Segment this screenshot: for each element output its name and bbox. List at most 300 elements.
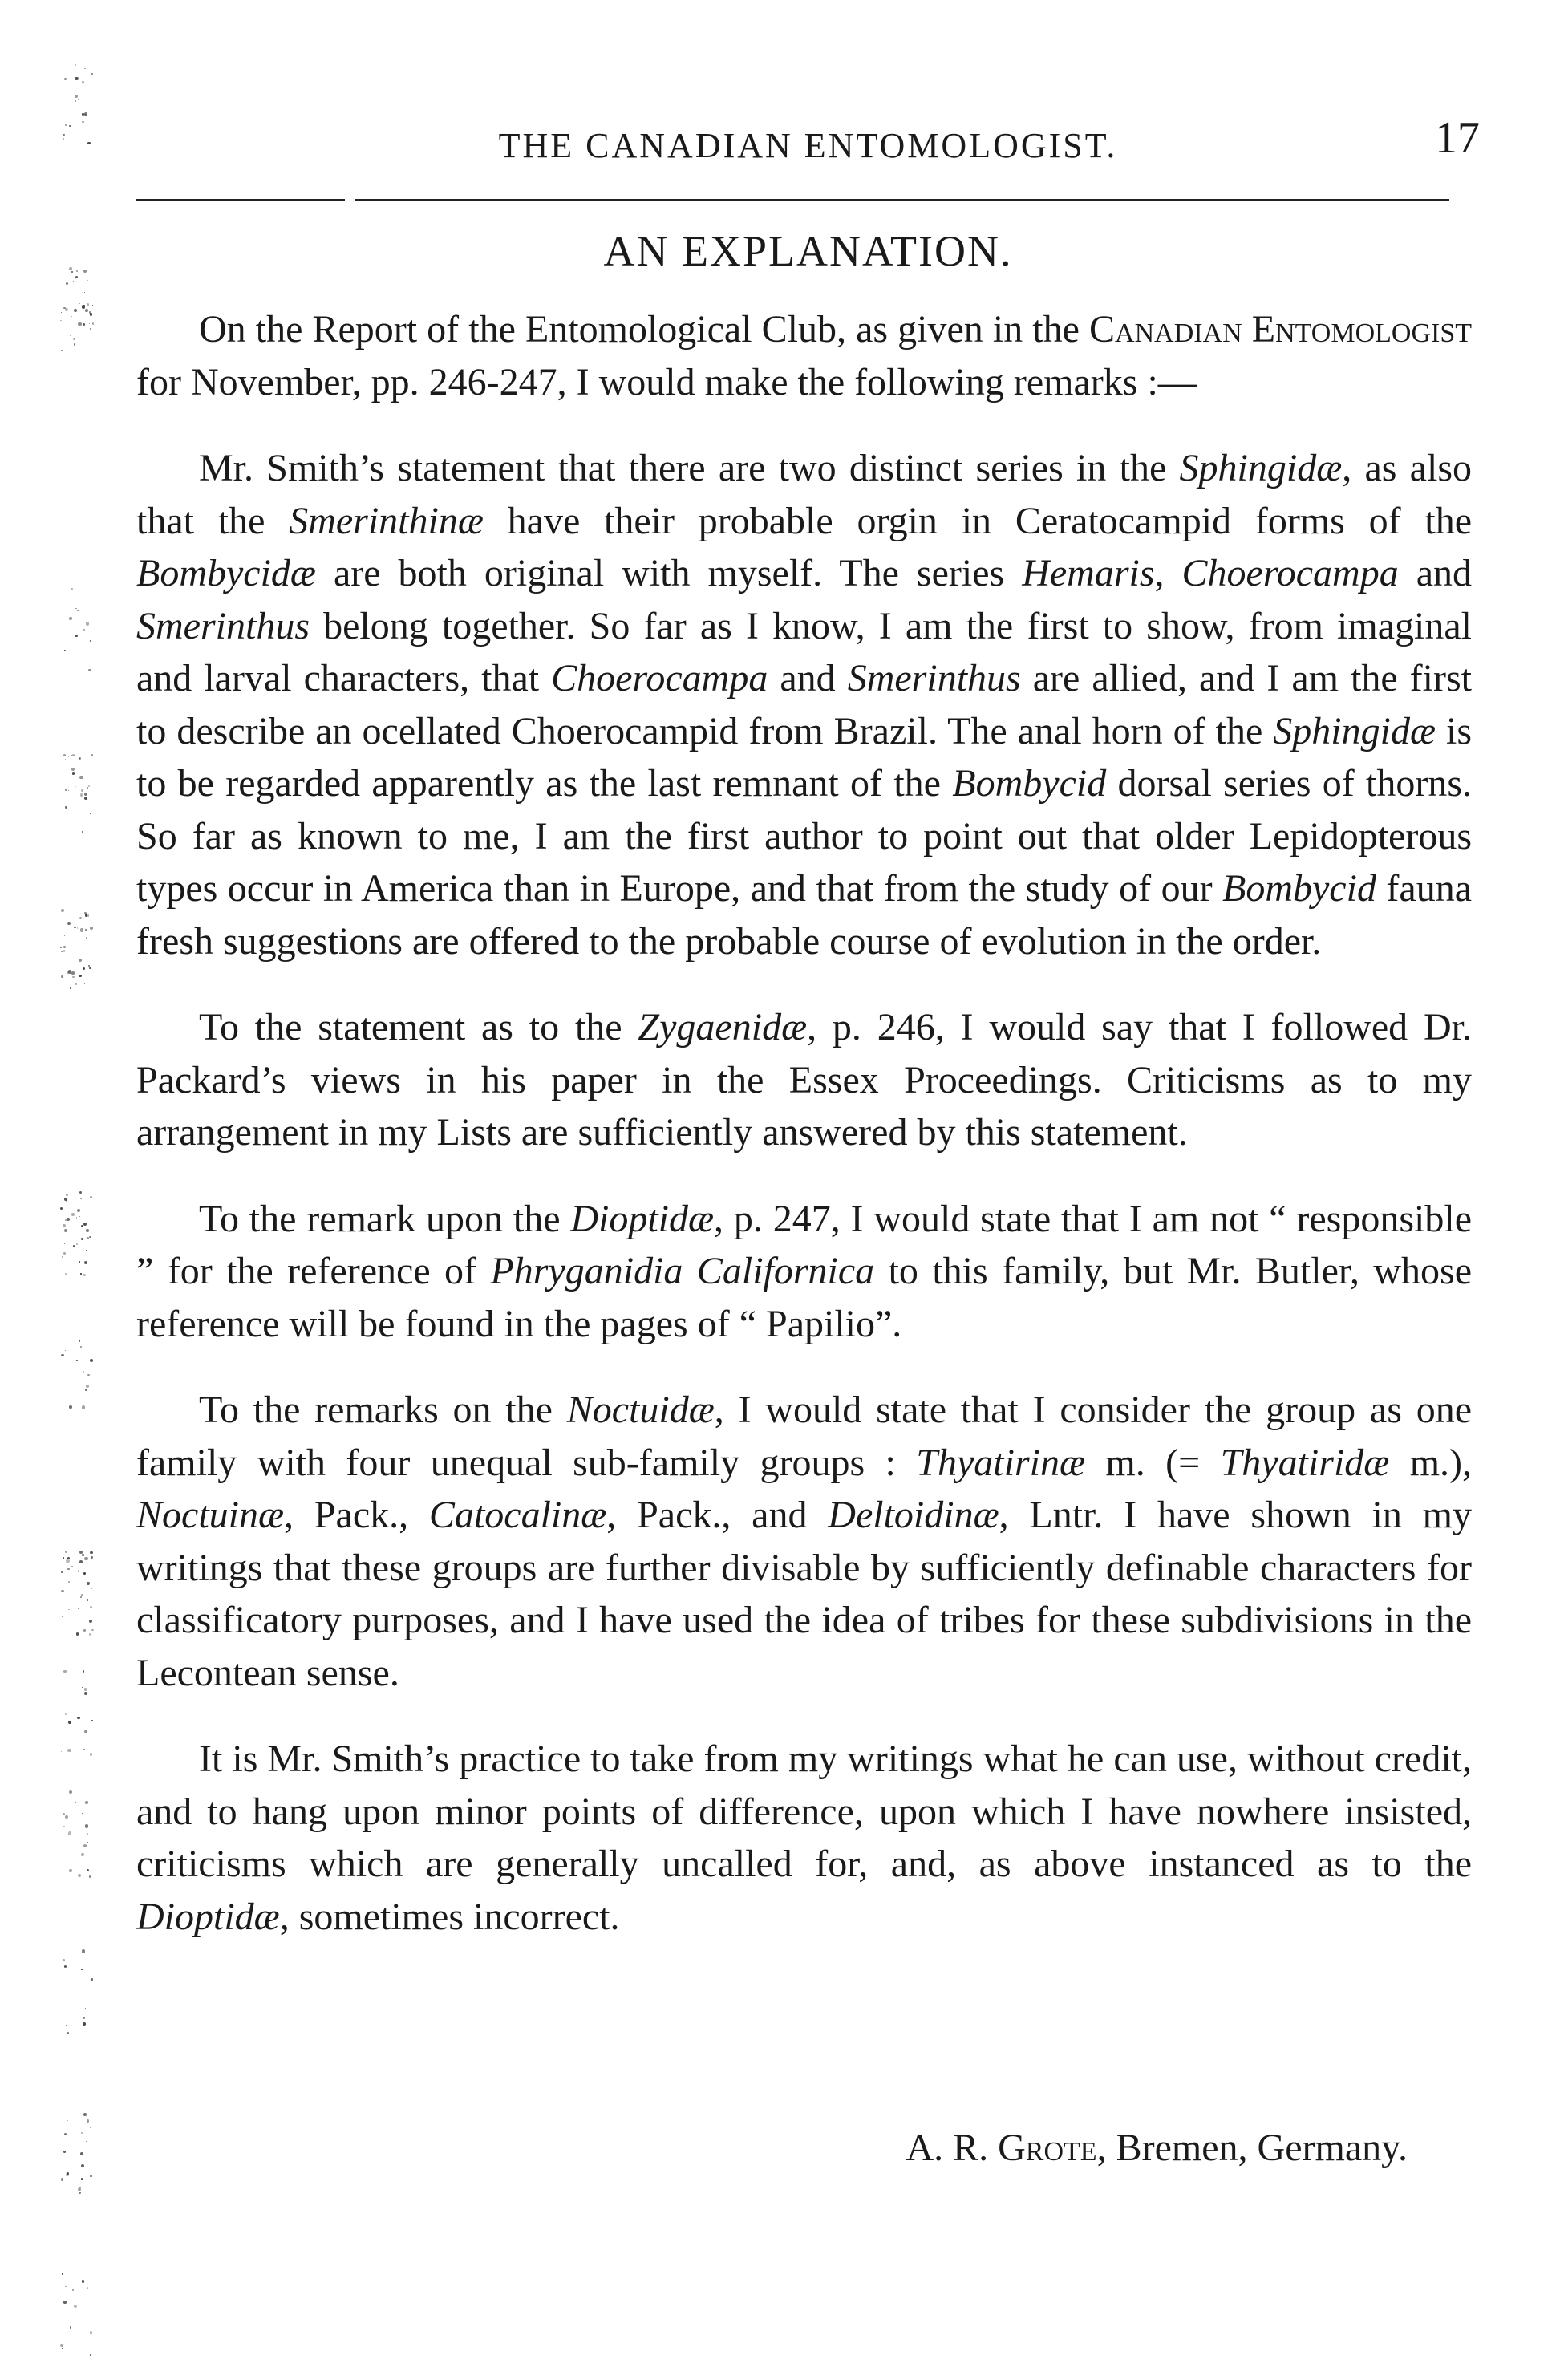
scan-speck (80, 1273, 81, 1274)
scan-speck (63, 1813, 65, 1815)
scan-speck (85, 309, 88, 312)
scan-speck (68, 1721, 71, 1724)
signature (906, 2126, 1408, 2170)
text-run: , sometimes incorrect. (279, 1895, 620, 1938)
scan-speck (92, 305, 93, 306)
scan-speck (84, 112, 87, 116)
scan-speck (84, 983, 85, 984)
text-run: , (1154, 552, 1182, 594)
scan-speck (78, 1874, 81, 1877)
scan-speck (82, 1813, 83, 1814)
text-run: To the remarks on the (199, 1389, 567, 1431)
scan-speck (60, 1207, 63, 1210)
scan-speck (80, 928, 83, 931)
scan-speck (71, 971, 74, 974)
scan-speck (61, 350, 63, 351)
scan-speck (60, 947, 62, 948)
scan-speck (68, 756, 69, 757)
scan-speck (79, 757, 81, 760)
scan-speck (62, 2273, 63, 2275)
scan-speck (71, 768, 75, 771)
scan-speck (67, 1568, 70, 1571)
text-run: and (768, 657, 848, 700)
scan-speck (75, 95, 78, 98)
scan-speck (90, 328, 91, 330)
italic-term: Noctuinæ (136, 1494, 285, 1536)
scan-speck (90, 1359, 93, 1362)
scan-speck (67, 1557, 70, 1559)
text-run: is to be regarded apparently as the last remnant of the (136, 709, 1473, 805)
scan-speck (79, 1261, 80, 1262)
scan-speck (77, 1717, 79, 1719)
scan-speck (81, 789, 83, 792)
scan-speck (84, 1557, 87, 1560)
scan-speck (87, 1833, 88, 1835)
scan-speck (89, 1236, 91, 1239)
scan-speck (61, 2178, 64, 2181)
italic-term: Dioptidæ (136, 1895, 280, 1938)
scan-speck (67, 2032, 69, 2034)
scan-speck (87, 1582, 90, 1585)
text-run: to this family, but Mr. Butler, whose reference will be found in the pages of “ Papilio”. (136, 1250, 1473, 1345)
scan-speck (90, 1753, 93, 1756)
scan-speck (88, 669, 91, 671)
scan-speck (67, 922, 71, 925)
scan-speck (85, 2008, 87, 2009)
scan-speck (63, 138, 64, 140)
text-run: have their probable orgin in Ceratocampid forms of the (483, 499, 1473, 542)
paragraph (136, 1384, 1472, 1699)
italic-term: Thyatiridæ (1220, 1441, 1390, 1484)
scan-speck (90, 927, 93, 930)
paragraph (136, 442, 1472, 967)
scan-speck (82, 1687, 83, 1688)
scan-speck (72, 772, 75, 775)
scan-speck (63, 1670, 67, 1673)
scan-speck (86, 937, 87, 939)
scan-speck (83, 1274, 86, 1277)
scan-speck (80, 793, 83, 797)
scan-speck (87, 1374, 89, 1376)
scan-speck (71, 1213, 75, 1216)
scan-speck (81, 2164, 84, 2167)
scan-speck (79, 917, 82, 919)
scan-speck (89, 1633, 91, 1636)
scan-speck (65, 2286, 67, 2288)
scan-speck (72, 2289, 75, 2291)
scan-speck (76, 1243, 78, 1245)
signature-location: , Bremen, Germany. (1096, 2127, 1408, 2169)
scan-speck (81, 1969, 83, 1971)
scan-speck (68, 1831, 71, 1835)
scan-speck (85, 1801, 88, 1804)
scan-speck (76, 1217, 78, 1219)
scan-speck (76, 1636, 78, 1637)
scan-speck (77, 610, 78, 611)
scan-speck (64, 650, 66, 651)
scan-speck (87, 2119, 89, 2122)
scan-speck (80, 1346, 82, 1348)
journal-title: THE CANADIAN ENTOMOLOGIST. (498, 126, 1118, 165)
scan-speck (80, 2152, 83, 2155)
scan-speck (79, 303, 80, 304)
scan-speck (81, 1853, 84, 1856)
signature-name: A. R. Grote (906, 2127, 1097, 2169)
paragraph (136, 1193, 1472, 1351)
scan-speck (90, 2175, 92, 2177)
scan-speck (88, 965, 90, 967)
scan-speck (73, 338, 75, 340)
scan-speck (61, 1751, 62, 1752)
scan-speck (61, 951, 63, 952)
scan-speck (67, 1749, 71, 1752)
scan-speck (79, 1551, 83, 1554)
scan-speck (66, 2025, 67, 2026)
text-run: , Pack., and (606, 1494, 829, 1536)
scan-speck (91, 754, 93, 756)
scan-speck (83, 2017, 85, 2019)
article-body (136, 303, 1472, 1977)
scan-speck (73, 281, 74, 282)
text-run: m. (= (1085, 1441, 1221, 1484)
scan-speck (75, 77, 79, 80)
scan-speck (83, 1844, 87, 1847)
scan-speck (89, 1620, 92, 1623)
scan-speck (65, 759, 66, 760)
scan-speck (63, 2151, 66, 2153)
scan-speck (66, 2173, 69, 2176)
text-run: for November, pp. 246-247, I would make the following remarks :— (136, 360, 1197, 403)
scan-speck (66, 282, 68, 285)
scan-speck (79, 975, 82, 978)
scan-speck (87, 1599, 89, 1601)
italic-term: Bombycidæ (136, 552, 316, 594)
scan-speck (90, 640, 91, 642)
scan-speck (84, 1730, 87, 1734)
scan-speck (86, 622, 89, 625)
text-run: are both original with myself. The series (315, 552, 1023, 594)
scan-speck (77, 927, 78, 928)
scan-speck (90, 1196, 92, 1198)
scan-speck (63, 950, 66, 952)
scan-speck (78, 322, 81, 326)
text-run: On the Report of the Entomological Club, as given in the (199, 308, 1090, 351)
scan-speck (84, 68, 86, 70)
scan-speck (69, 1405, 72, 1409)
text-run: Mr. Smith’s statement that there are two distinct series in the (199, 447, 1180, 489)
scan-speck (75, 635, 78, 638)
scan-speck (86, 1250, 87, 1251)
text-run: are allied, and I am the first to describe an ocellated Choerocampid from Brazil. The anal horn of the (136, 657, 1472, 752)
scan-speck (63, 754, 66, 756)
scan-speck (79, 1560, 83, 1563)
scan-speck (81, 1594, 83, 1596)
scan-speck (84, 797, 87, 800)
scan-speck (61, 909, 64, 912)
italic-term: Hemaris (1022, 552, 1155, 594)
scan-speck (71, 1566, 73, 1567)
scan-speck (62, 1256, 63, 1258)
text-run: dorsal series of thorns. So far as known to me, I am the first author to point out that older Lepidopterous types occur in America than in Europe, and that from the study of our (136, 762, 1473, 910)
scan-speck (62, 2348, 63, 2349)
running-head (136, 111, 1480, 175)
scan-speck (81, 1238, 83, 1239)
scan-speck (66, 1194, 68, 1196)
italic-term: Bombycid (1222, 867, 1376, 910)
scan-speck (69, 617, 72, 620)
scan-speck (78, 1570, 79, 1571)
scan-speck (87, 280, 88, 282)
scan-speck (78, 2188, 81, 2192)
scan-speck (91, 73, 93, 75)
scan-speck (61, 1590, 64, 1593)
italic-term: Choerocampa (1181, 552, 1399, 594)
italic-term: Sphingidæ (1179, 447, 1343, 489)
scan-speck (63, 1557, 65, 1559)
scan-speck (89, 1875, 91, 1878)
article-title: AN EXPLANATION. (603, 227, 1013, 275)
scan-speck (64, 1243, 65, 1244)
scan-speck (81, 2178, 83, 2180)
scan-speck (86, 2141, 87, 2142)
scan-speck (81, 2132, 83, 2134)
scan-speck (92, 322, 95, 325)
scan-speck (87, 142, 91, 145)
italic-term: Noctuidæ (566, 1389, 715, 1431)
scan-speck (80, 1198, 82, 1199)
scan-speck (60, 821, 62, 822)
paragraph (136, 1733, 1472, 1943)
scan-speck (79, 959, 82, 962)
scan-speck (63, 2301, 66, 2303)
scan-speck (61, 1354, 64, 1357)
italic-term: Choerocampa (551, 657, 768, 700)
scan-speck (87, 2287, 89, 2289)
scan-speck (84, 1692, 87, 1695)
scan-speck (91, 1556, 93, 1559)
scan-speck (60, 2344, 63, 2347)
scan-speck (76, 270, 78, 272)
header-rule (136, 199, 1480, 202)
scan-speck (79, 1191, 82, 1194)
scan-speck (68, 790, 69, 791)
scan-speck (80, 1596, 82, 1598)
scan-speck (65, 1713, 67, 1715)
scan-speck (90, 2331, 93, 2334)
scan-speck (82, 1554, 84, 1556)
italic-term: Smerinthus (136, 604, 310, 647)
scan-speck (64, 1198, 67, 1201)
scan-speck (83, 1371, 84, 1373)
scan-speck (86, 1385, 89, 1388)
scan-speck (79, 2286, 80, 2288)
scan-speck (87, 1842, 88, 1843)
scan-speck (67, 2120, 68, 2121)
scan-speck (63, 1959, 65, 1961)
scan-speck (68, 970, 71, 973)
paragraph (136, 303, 1472, 408)
scan-speck (71, 588, 73, 590)
scan-speck (82, 305, 85, 308)
italic-term: Smerinthus (847, 657, 1021, 700)
scan-speck (61, 312, 62, 313)
scan-speck (74, 343, 75, 345)
text-run: , as also that the (136, 447, 1473, 542)
scan-speck (76, 1360, 78, 1361)
scan-speck (83, 323, 85, 326)
scan-speck (84, 292, 86, 294)
scan-speck (65, 1551, 67, 1553)
scan-speck (83, 270, 87, 273)
scan-speck (70, 2326, 71, 2328)
scan-speck (84, 1688, 87, 1691)
scan-speck (83, 1223, 87, 1226)
scan-speck (71, 271, 73, 273)
scan-speck (64, 1965, 67, 1968)
scan-speck (65, 806, 67, 809)
text-run: To the remark upon the (199, 1197, 571, 1240)
scan-speck (74, 309, 77, 312)
text-run: , Pack., (284, 1494, 429, 1536)
scan-speck (81, 1225, 83, 1227)
scan-speck (91, 1978, 93, 1981)
italic-term: Bombycid (952, 762, 1107, 805)
scan-speck (91, 1629, 94, 1632)
text-run: To the statement as to the (199, 1006, 638, 1048)
scan-speck (77, 1209, 80, 1212)
scan-speck (88, 785, 91, 788)
scan-speck (68, 1609, 69, 1610)
scan-speck (70, 987, 71, 989)
scan-speck (74, 2305, 77, 2308)
scan-speck (83, 967, 85, 970)
scan-speck (60, 320, 62, 322)
scan-speck (84, 1261, 87, 1264)
scan-speck (79, 1216, 80, 1217)
scan-speck (63, 1252, 66, 1255)
scan-speck (61, 975, 63, 978)
scan-speck (78, 99, 79, 101)
scan-speck (90, 1606, 92, 1608)
text-run: , p. 247, I would state that I am not “ responsible ” for the reference of (136, 1197, 1473, 1292)
scan-margin-artifacts (48, 24, 112, 2334)
scan-speck (75, 608, 77, 610)
text-run: m.), (1389, 1441, 1473, 1484)
scan-speck (89, 967, 91, 969)
scan-speck (82, 2280, 85, 2283)
scan-speck (66, 1559, 69, 1563)
scan-speck (87, 303, 89, 306)
scan-speck (63, 1224, 66, 1227)
scan-speck (85, 1824, 88, 1827)
scan-speck (79, 2187, 80, 2188)
text-run: , I would state that I consider the group as one family with four unequal sub-family groups : (136, 1389, 1472, 1484)
scan-speck (64, 935, 65, 936)
scan-speck (79, 1340, 80, 1341)
scan-speck (72, 976, 74, 978)
scan-speck (82, 831, 84, 833)
scan-speck (86, 1229, 89, 1232)
scan-speck (63, 307, 65, 309)
italic-term: Zygaenidæ (638, 1006, 808, 1048)
scan-speck (83, 2022, 86, 2026)
scan-speck (64, 2133, 67, 2135)
scan-speck (91, 1720, 92, 1721)
italic-term: Thyatirinæ (916, 1441, 1085, 1484)
scan-speck (74, 927, 76, 929)
scan-speck (75, 1802, 76, 1803)
scan-speck (83, 1749, 85, 1750)
scan-speck (83, 1629, 86, 1632)
scan-speck (69, 125, 71, 127)
scan-speck (68, 1581, 70, 1583)
text-run: , p. 246, I would say that I followed Dr. Packard’s views in his paper in the Essex Proceedings. Criticisms as to my arrangement in my Lists are sufficiently answered by this statement. (136, 1006, 1472, 1154)
scan-speck (84, 793, 87, 796)
scan-speck (71, 316, 72, 317)
scan-speck (75, 100, 76, 102)
scan-speck (90, 2127, 91, 2128)
scan-speck (65, 789, 67, 791)
scan-speck (82, 81, 84, 83)
scan-speck (87, 914, 89, 916)
italic-term: Catocalinæ (428, 1494, 607, 1536)
scan-speck (79, 2192, 81, 2194)
italic-term: Sphingidæ (1273, 709, 1436, 752)
scan-speck (79, 776, 83, 779)
scan-speck (65, 1273, 67, 1275)
text-run: and (1398, 552, 1473, 594)
scan-speck (90, 1551, 93, 1555)
scan-speck (82, 121, 83, 123)
scan-speck (65, 1350, 67, 1352)
scan-speck (83, 1670, 84, 1672)
scan-speck (76, 1632, 79, 1636)
italic-term: Phryganidia Californica (490, 1250, 875, 1292)
scan-speck (69, 1790, 72, 1794)
scan-speck (69, 1869, 72, 1872)
scan-speck (90, 313, 93, 316)
scan-speck (83, 1572, 86, 1575)
scan-speck (65, 124, 67, 126)
scan-speck (64, 1229, 67, 1232)
text-run: , Lntr. I have shown in my writings that these groups are further divisable by sufficiently definable characters for classificatory purposes, and I have used the idea of tribes for these subdivisions in the Lecontean sense. (136, 1494, 1473, 1694)
scan-speck (82, 1405, 85, 1409)
scan-speck (75, 276, 78, 278)
scan-speck (91, 1588, 92, 1589)
scan-speck (77, 797, 79, 798)
scan-speck (70, 335, 71, 336)
scan-speck (78, 1608, 79, 1609)
scan-speck (61, 1571, 63, 1573)
scan-speck (75, 786, 76, 787)
scan-speck (89, 323, 90, 324)
scan-speck (63, 134, 65, 136)
scan-speck (75, 983, 77, 985)
scan-speck (69, 267, 72, 270)
paragraph (136, 1001, 1472, 1159)
scan-speck (75, 64, 76, 66)
italic-term: Dioptidæ (570, 1197, 715, 1240)
scan-speck (63, 946, 66, 948)
scan-speck (90, 813, 91, 814)
smallcaps-term: Canadian Entomologist (1089, 308, 1472, 351)
scan-speck (82, 1949, 85, 1953)
page-number: 17 (1435, 113, 1480, 163)
scan-speck (65, 1815, 68, 1819)
scan-speck (67, 1218, 70, 1221)
text-run: belong together. So far as I know, I am the first to show, from imaginal and larval characters, that (136, 604, 1472, 700)
scan-speck (85, 929, 87, 931)
